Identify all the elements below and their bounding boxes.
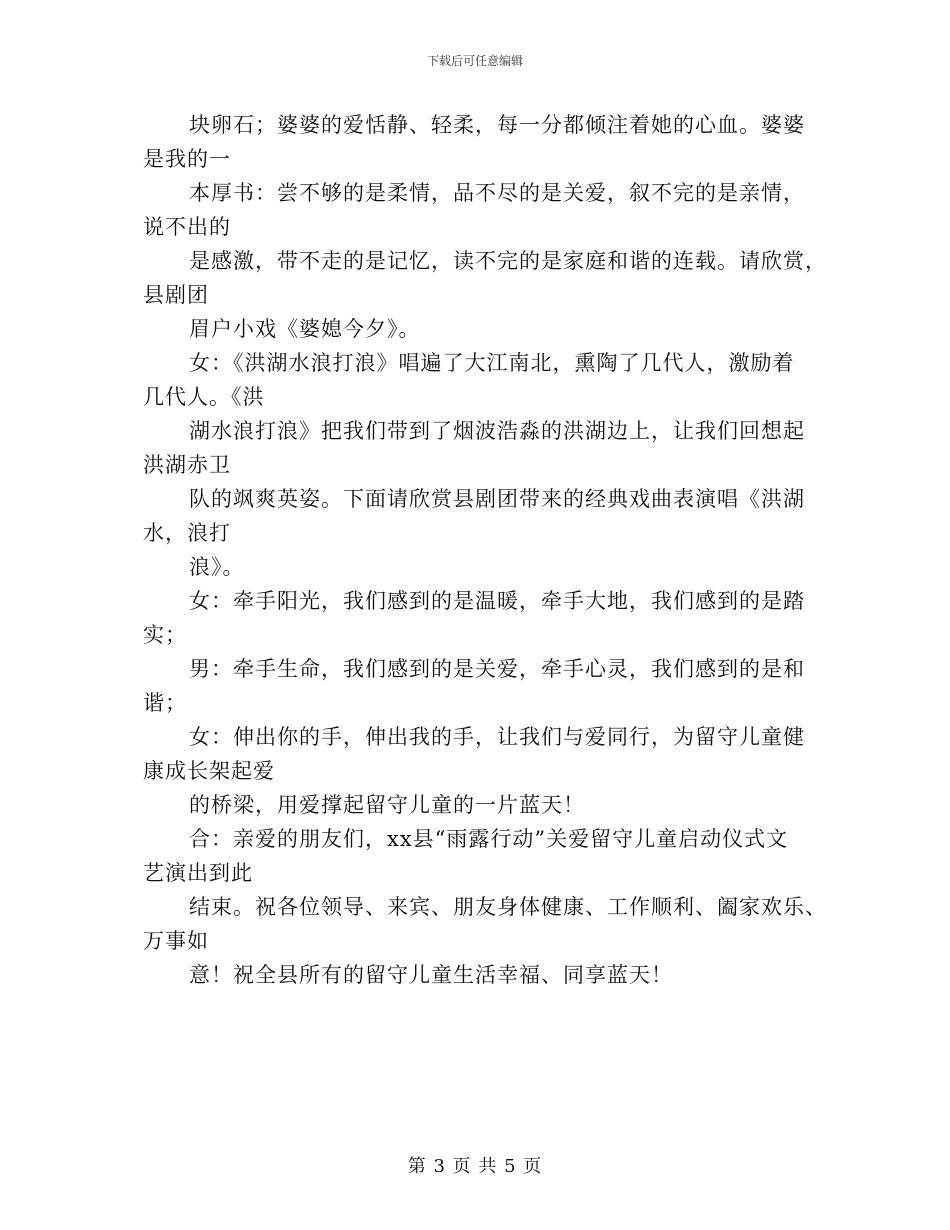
paragraph-line: 本厚书：尝不够的是柔情，品不尽的是关爱，叙不完的是亲情，	[189, 181, 805, 205]
paragraph-line: 浪》。	[189, 555, 245, 579]
paragraph-line: 女：伸出你的手，伸出我的手，让我们与爱同行，为留守儿童健	[189, 725, 805, 749]
paragraph-9	[143, 584, 823, 652]
page-footer: 第 3 页 共 5 页	[407, 1156, 543, 1177]
paragraph-15	[143, 958, 823, 992]
paragraph-line: 队的飒爽英姿。下面请欣赏县剧团带来的经典戏曲表演唱《洪湖	[189, 487, 805, 511]
paragraph-line: 合：亲爱的朋友们，xx县“雨露行动”关爱留守儿童启动仪式文	[189, 827, 789, 851]
paragraph-11	[143, 720, 823, 788]
paragraph-2	[143, 176, 823, 244]
paragraph-line: 是感激，带不走的是记忆，读不完的是家庭和谐的连载。请欣赏，	[189, 249, 827, 273]
paragraph-14	[143, 890, 827, 958]
paragraph-line: 洪湖赤卫	[143, 453, 231, 477]
paragraph-line: 眉户小戏《婆媳今夕》。	[189, 317, 421, 341]
paragraph-line: 艺演出到此	[143, 861, 253, 885]
paragraph-8	[143, 550, 823, 584]
page-header: 下载后可任意编辑	[426, 54, 523, 68]
paragraph-5	[143, 346, 823, 414]
paragraph-line: 实；	[143, 623, 187, 647]
paragraph-line: 水，浪打	[143, 521, 231, 545]
paragraph-6	[143, 414, 823, 482]
paragraph-line: 万事如	[143, 929, 209, 953]
paragraph-10	[143, 652, 823, 720]
paragraph-7	[143, 482, 823, 550]
paragraph-line: 说不出的	[143, 215, 231, 239]
paragraph-4	[143, 312, 823, 346]
paragraph-line: 块卵石；婆婆的爱恬静、轻柔，每一分都倾注着她的心血。婆婆	[189, 113, 805, 137]
paragraph-line: 女：牵手阳光，我们感到的是温暖，牵手大地，我们感到的是踏	[189, 589, 805, 613]
paragraph-line: 意！祝全县所有的留守儿童生活幸福、同享蓝天！	[189, 963, 673, 987]
paragraph-line: 是我的一	[143, 147, 231, 171]
paragraph-line: 湖水浪打浪》把我们带到了烟波浩淼的洪湖边上，让我们回想起	[189, 419, 805, 443]
paragraph-line: 县剧团	[143, 283, 209, 307]
paragraph-line: 几代人。《洪	[143, 385, 265, 409]
paragraph-line: 的桥梁，用爱撑起留守儿童的一片蓝天！	[189, 793, 585, 817]
paragraph-3	[143, 244, 827, 312]
paragraph-line: 女：《洪湖水浪打浪》唱遍了大江南北，熏陶了几代人，激励着	[189, 351, 795, 375]
paragraph-line: 康成长架起爱	[143, 759, 275, 783]
paragraph-1	[143, 108, 823, 176]
paragraph-line: 男：牵手生命，我们感到的是关爱，牵手心灵，我们感到的是和	[189, 657, 805, 681]
paragraph-line: 结束。祝各位领导、来宾、朋友身体健康、工作顺利、阖家欢乐、	[189, 895, 827, 919]
document-body	[143, 108, 827, 992]
paragraph-line: 谐；	[143, 691, 187, 715]
paragraph-12	[143, 788, 823, 822]
paragraph-13	[143, 822, 823, 890]
